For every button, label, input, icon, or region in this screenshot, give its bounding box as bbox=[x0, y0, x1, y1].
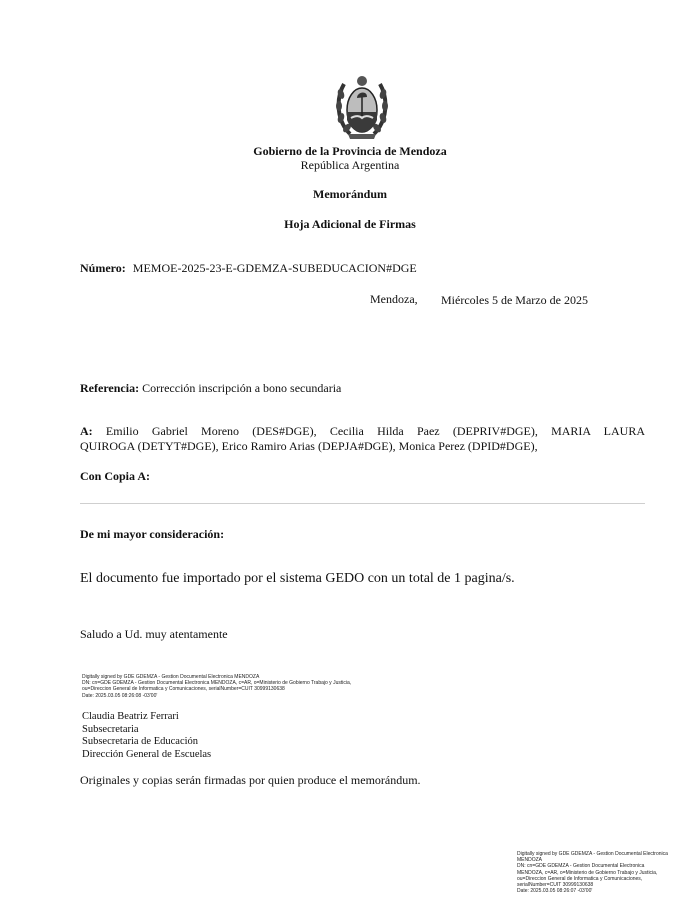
signer-name: Claudia Beatriz Ferrari bbox=[82, 711, 179, 722]
coat-of-arms-emblem bbox=[334, 72, 390, 142]
recipients-line-1: Emilio Gabriel Moreno (DES#DGE), Cecilia Hilda Paez (DEPRIV#DGE), MARIA LAURA bbox=[105, 424, 645, 438]
main-text: El documento fue importado por el sistema GEDO con un total de 1 pagina/s. bbox=[80, 571, 515, 586]
reference-value: Corrección inscripción a bono secundaria bbox=[142, 381, 342, 395]
date: Miércoles 5 de Marzo de 2025 bbox=[441, 293, 588, 307]
footer-note: Originales y copias serán firmadas por quien produce el memorándum. bbox=[80, 773, 421, 787]
signature-line: Date: 2025.03.05 08:26:07 -03'00' bbox=[517, 888, 593, 895]
signer-role: Subsecretaria bbox=[82, 723, 139, 735]
government-title: Gobierno de la Provincia de Mendoza bbox=[253, 144, 447, 158]
recipients-line-2: QUIROGA (DETYT#DGE), Erico Ramiro Arias (DEPJA#DGE), Monica Perez (DPID#DGE), bbox=[80, 439, 538, 453]
document-number bbox=[80, 261, 417, 276]
reference bbox=[80, 381, 341, 396]
recipients bbox=[80, 424, 650, 454]
signer-department: Dirección General de Escuelas bbox=[82, 748, 212, 760]
closing: Saludo a Ud. muy atentamente bbox=[80, 627, 228, 641]
place: Mendoza, bbox=[370, 292, 418, 306]
sheet-title: Hoja Adicional de Firmas bbox=[284, 217, 416, 231]
number-value: MEMOE-2025-23-E-GDEMZA-SUBEDUCACION#DGE bbox=[132, 261, 417, 275]
digital-signature-stamp bbox=[82, 674, 351, 699]
signature-line: Date: 2025.03.05 08:26:08 -03'00' bbox=[82, 692, 158, 699]
signer-block bbox=[82, 711, 211, 761]
greeting: De mi mayor consideración: bbox=[80, 527, 225, 541]
signature-line: Digitally signed by GDE GDEMZA - Gestion Documental Electronica bbox=[517, 851, 668, 857]
signature-line: ou=Direccion General de Informatica y Comunicaciones, serialNumber=CUIT 30999130638 bbox=[82, 686, 285, 693]
section-divider bbox=[80, 503, 645, 504]
country-name: República Argentina bbox=[300, 158, 400, 172]
signer-office: Subsecretaria de Educación bbox=[82, 736, 199, 747]
signature-line: DN: cn=GDE GDEMZA - Gestion Documental Electronica MENDOZA, c=AR, o=Ministerio de Gobierno Trabajo y Justicia, bbox=[82, 680, 352, 687]
coat-of-arms-icon bbox=[334, 72, 390, 142]
signature-line: MENDOZA bbox=[517, 857, 542, 864]
digital-signature-stamp-2 bbox=[517, 851, 668, 894]
document-type: Memorándum bbox=[313, 187, 387, 201]
recipients-label: A: bbox=[80, 424, 93, 438]
copy-label: Con Copia A: bbox=[80, 469, 151, 483]
signature-line: serialNumber=CUIT 30999130638 bbox=[517, 882, 594, 889]
signature-line: DN: cn=GDE GDEMZA - Gestion Documental Electronica bbox=[517, 863, 645, 870]
number-label: Número: bbox=[80, 261, 126, 275]
signature-line: Digitally signed by GDE GDEMZA - Gestion Documental Electronica MENDOZA bbox=[82, 674, 260, 680]
signature-line: ou=Direccion General de Informatica y Comunicaciones, bbox=[517, 875, 643, 882]
signature-line: MENDOZA, c=AR, o=Ministerio de Gobierno Trabajo y Justicia, bbox=[517, 869, 658, 876]
reference-label: Referencia: bbox=[80, 381, 140, 395]
